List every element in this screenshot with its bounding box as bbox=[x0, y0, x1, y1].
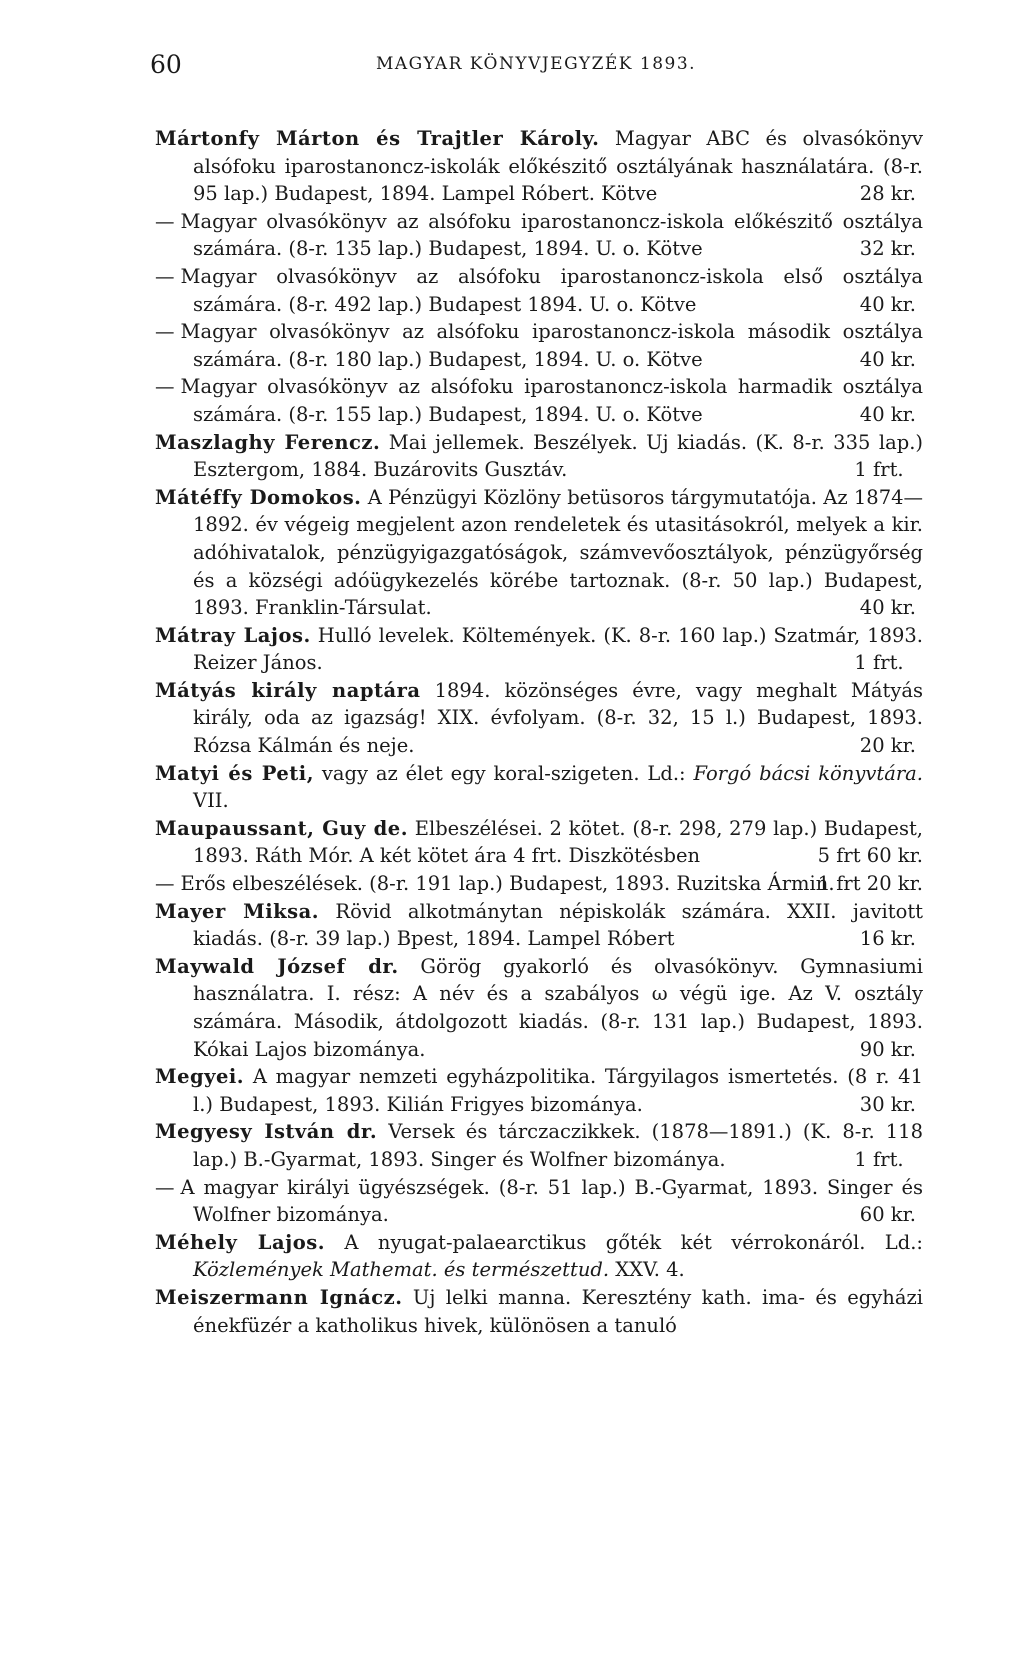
entry-price: 20 kr. bbox=[859, 734, 917, 758]
continuation-dash: — bbox=[155, 375, 175, 399]
entry-price: 90 kr. bbox=[859, 1037, 917, 1061]
bibliography-entry bbox=[155, 263, 923, 318]
entry-text: vagy az élet egy koral-szigeten. Ld.: bbox=[314, 761, 694, 785]
entry-price: 40 kr. bbox=[859, 596, 917, 620]
bibliography-list bbox=[155, 125, 923, 1339]
entry-price: 40 kr. bbox=[859, 292, 917, 316]
entry-text: Magyar olvasókönyv az alsófoku iparostanoncz-iskola harmadik osztálya számára. (8-r. 155 lap.) Budapest, 1894. U. o. Kötve bbox=[180, 375, 923, 426]
entry-author: Mátéffy Domokos. bbox=[155, 485, 362, 509]
bibliography-entry bbox=[155, 373, 923, 428]
entry-author: Maupaussant, Guy de. bbox=[155, 816, 409, 840]
bibliography-entry bbox=[155, 1118, 923, 1173]
entry-text: Magyar olvasókönyv az alsófoku iparostanoncz-iskola első osztálya számára. (8-r. 492 lap.) Budapest 1894. U. o. Kötve bbox=[180, 264, 923, 316]
entry-author: Mátray Lajos. bbox=[155, 623, 311, 647]
entry-price: 40 kr. bbox=[859, 347, 917, 371]
entry-author: Matyi és Peti, bbox=[155, 761, 315, 785]
entry-author: Mártonfy Márton és Trajtler Károly. bbox=[155, 127, 600, 150]
entry-author: Maywald József dr. bbox=[155, 954, 399, 978]
continuation-dash: — bbox=[155, 264, 175, 288]
entry-author: Megyei. bbox=[155, 1065, 245, 1089]
entry-text: Mai jellemek. Beszélyek. Uj kiadás. (K. 8-r. 335 lap.) Esztergom, 1884. Buzárovits Gusztáv. bbox=[193, 430, 923, 482]
continuation-dash: — bbox=[155, 209, 175, 233]
entry-text: A Pénzügyi Közlöny betüsoros tárgymutatója. Az 1874—1892. év végeig megjelent azon rendeletek és utasitásokról, melyek a kir. adóhivatalok, pénzügyigazgatóságok, számvevőosztályok, pénzügyőrség és a községi adóügykezelés körébe tartoznak. (8-r. 50 lap.) Budapest, 1893. Franklin-Társulat. bbox=[193, 485, 924, 620]
entry-price: 40 kr. bbox=[859, 402, 917, 426]
entry-text: Magyar ABC és olvasókönyv alsófoku iparostanoncz-iskolák előkészitő osztályának használatára. (8-r. 95 lap.) Budapest, 1894. Lampel Róbert. Kötve bbox=[193, 127, 923, 206]
entry-text: 1894. közönséges évre, vagy meghalt Mátyás király, oda az igazság! XIX. évfolyam. (8-r. 32, 15 l.) Budapest, 1893. Rózsa Kálmán és neje. bbox=[193, 678, 923, 758]
bibliography-entry bbox=[155, 429, 923, 484]
bibliography-entry bbox=[155, 125, 923, 208]
entry-price: 30 kr. bbox=[859, 1092, 917, 1116]
bibliography-entry bbox=[155, 1229, 923, 1284]
entry-price: 1 frt. bbox=[854, 458, 904, 482]
entry-price: 32 kr. bbox=[859, 237, 917, 261]
bibliography-entry bbox=[155, 760, 923, 815]
entry-text: Elbeszélései. 2 kötet. (8-r. 298, 279 lap.) Budapest, 1893. Ráth Mór. A két kötet ára 4 frt. Diszkötésben bbox=[193, 816, 923, 868]
continuation-dash: — bbox=[155, 872, 175, 896]
bibliography-entry bbox=[155, 484, 923, 622]
entry-text: A nyugat-palaearctikus gőték két vérrokonáról. Ld.: bbox=[325, 1230, 924, 1254]
running-title: MAGYAR KÖNYVJEGYZÉK 1893. bbox=[375, 54, 697, 74]
entry-text: A magyar királyi ügyészségek. (8-r. 51 lap.) B.-Gyarmat, 1893. Singer és Wolfner bizománya. bbox=[180, 1175, 923, 1227]
entry-price: 60 kr. bbox=[859, 1203, 917, 1227]
entry-text: Görög gyakorló és olvasókönyv. Gymnasiumi használatra. I. rész: A név és a szabályos ω végü ige. Az V. osztály számára. Második, átdolgozott kiadás. (8-r. 131 lap.) Budapest, 1893. Kókai Lajos bizománya. bbox=[193, 954, 923, 1061]
bibliography-entry bbox=[155, 318, 923, 373]
bibliography-entry bbox=[155, 953, 923, 1063]
entry-price: 28 kr. bbox=[859, 182, 917, 206]
bibliography-entry bbox=[155, 1174, 923, 1229]
bibliography-entry bbox=[155, 677, 923, 760]
bibliography-entry bbox=[155, 622, 923, 677]
entry-text: Erős elbeszélések. (8-r. 191 lap.) Budapest, 1893. Ruzitska Ármin. bbox=[180, 872, 835, 896]
entry-author: Megyesy István dr. bbox=[155, 1120, 378, 1144]
entry-price: 16 kr. bbox=[859, 927, 917, 951]
bibliography-entry bbox=[155, 1284, 923, 1339]
entry-series-title: Forgó bácsi könyvtára. bbox=[693, 761, 923, 785]
entry-price: 1 frt 20 kr. bbox=[817, 872, 923, 896]
entry-text-after: XXV. 4. bbox=[609, 1258, 685, 1282]
entry-text: Uj lelki manna. Keresztény kath. ima- és egyházi énekfüzér a katholikus hivek, különösen a tanuló bbox=[193, 1285, 923, 1337]
entry-text: Versek és tárczaczikkek. (1878—1891.) (K. 8-r. 118 lap.) B.-Gyarmat, 1893. Singer és Wolfner bizománya. bbox=[193, 1120, 923, 1171]
bibliography-entry bbox=[155, 815, 923, 870]
entry-price: 1 frt. bbox=[854, 1147, 904, 1171]
page-number: 60 bbox=[150, 50, 182, 79]
entry-author: Méhely Lajos. bbox=[155, 1230, 325, 1254]
entry-author: Mátyás király naptára bbox=[155, 678, 421, 702]
page-header bbox=[150, 50, 922, 82]
continuation-dash: — bbox=[155, 320, 175, 344]
entry-author: Meiszermann Ignácz. bbox=[155, 1285, 403, 1309]
entry-text: Hulló levelek. Költemények. (K. 8-r. 160 lap.) Szatmár, 1893. Reizer János. bbox=[193, 623, 923, 675]
entry-price: 1 frt. bbox=[854, 651, 904, 675]
bibliography-entry bbox=[155, 1063, 923, 1118]
entry-text: Magyar olvasókönyv az alsófoku iparostanoncz-iskola második osztálya számára. (8-r. 180 lap.) Budapest, 1894. U. o. Kötve bbox=[180, 320, 923, 371]
entry-text: A magyar nemzeti egyházpolitika. Tárgyilagos ismertetés. (8 r. 41 l.) Budapest, 1893. Kilián Frigyes bizománya. bbox=[193, 1065, 923, 1116]
entry-price: 5 frt 60 kr. bbox=[817, 844, 923, 868]
entry-series-title: Közlemények Mathemat. és természettud. bbox=[193, 1258, 610, 1282]
entry-text: Rövid alkotmánytan népiskolák számára. XXII. javitott kiadás. (8-r. 39 lap.) Bpest, 1894. Lampel Róbert bbox=[193, 899, 923, 951]
entry-text-after: VII. bbox=[193, 789, 229, 813]
bibliography-entry bbox=[155, 870, 923, 898]
bibliography-entry bbox=[155, 208, 923, 263]
entry-author: Mayer Miksa. bbox=[155, 899, 320, 923]
entry-author: Maszlaghy Ferencz. bbox=[155, 430, 381, 454]
entry-text: Magyar olvasókönyv az alsófoku iparostanoncz-iskola előkészitő osztálya számára. (8-r. 135 lap.) Budapest, 1894. U. o. Kötve bbox=[180, 209, 923, 261]
continuation-dash: — bbox=[155, 1175, 175, 1199]
bibliography-entry bbox=[155, 898, 923, 953]
